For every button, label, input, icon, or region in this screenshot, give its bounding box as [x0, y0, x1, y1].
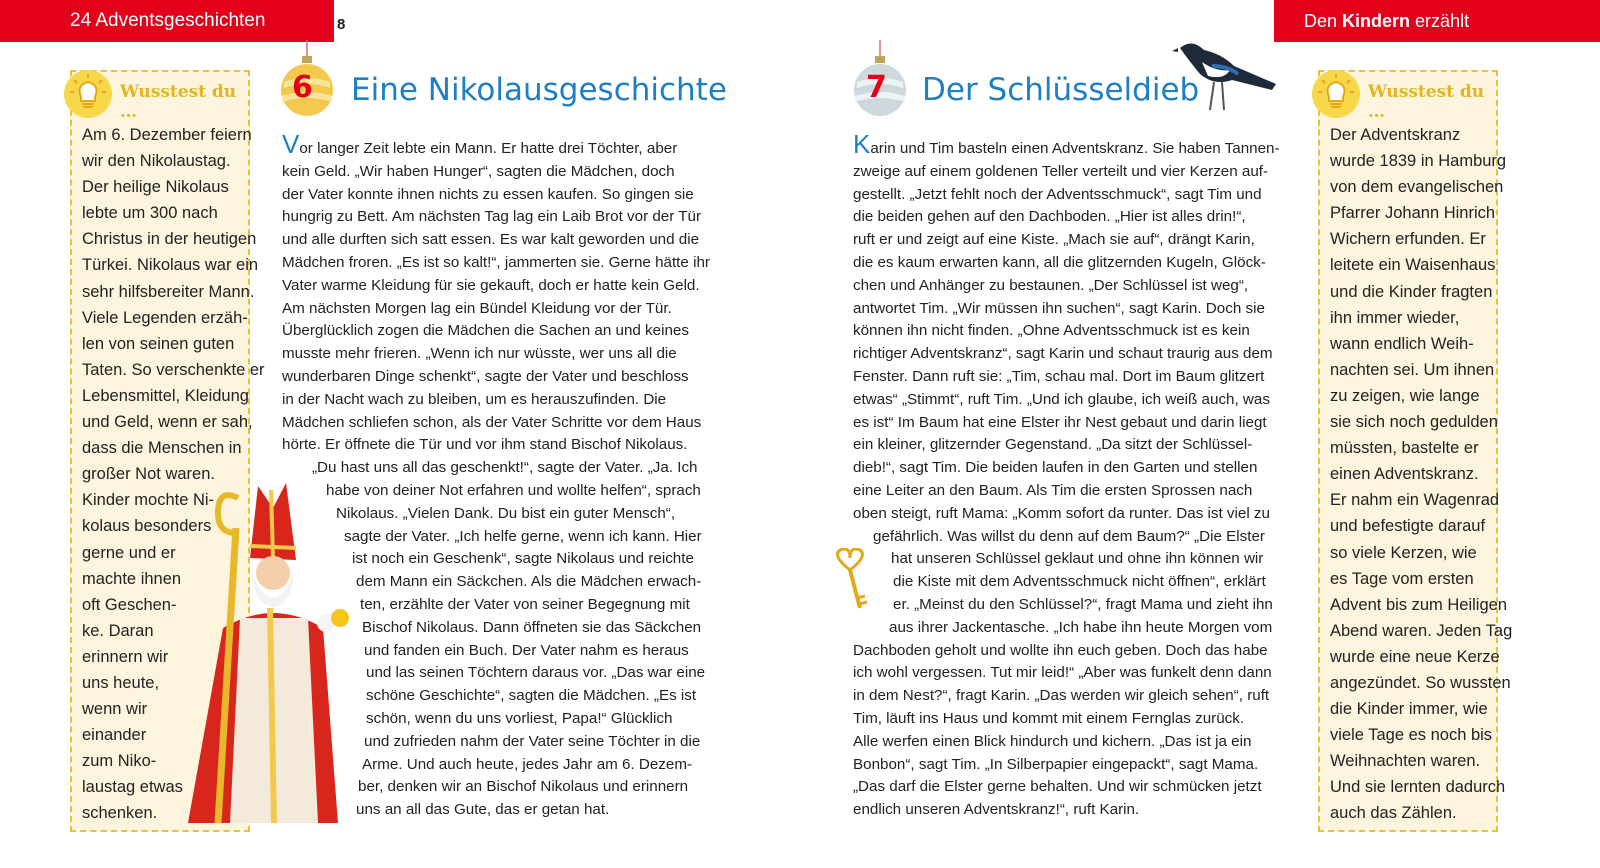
- magpie-illustration: [1172, 36, 1282, 114]
- text-line: die es kaum erwarten kann, all die glitzernden Kugeln, Glöck-: [853, 253, 1266, 271]
- text-line: sagte der Vater. „Ich helfe gerne, wenn ich kann. Hier: [344, 527, 702, 545]
- left-page-header: [0, 0, 334, 42]
- right-page-header: Den Kindern erzählt: [1274, 0, 1600, 42]
- text-line: len von seinen guten: [82, 334, 235, 353]
- text-line: eine Leiter an den Baum. Als Tim die ersten Sprossen nach: [853, 481, 1253, 499]
- text-line: ruft er und zeigt auf eine Kiste. „Mach sie auf“, drängt Karin,: [853, 231, 1255, 249]
- header-bold-word: Kindern: [1342, 11, 1411, 31]
- text-line: kolaus besonders: [82, 517, 212, 536]
- text-line: in dem Nest?“, fragt Karin. „Das werden wir gleich sehen“, ruft: [853, 687, 1270, 705]
- story-first-line: Karin und Tim basteln einen Adventskranz. Sie haben Tannen-: [853, 129, 1280, 159]
- text-line: und befestigte darauf: [1330, 517, 1486, 536]
- info-box-title: Wusstest du …: [1368, 82, 1485, 122]
- text-line: die Kiste mit dem Adventsschmuck nicht öffnen“, erklärt: [893, 573, 1266, 591]
- text-line: und die Kinder fragten: [1330, 282, 1493, 301]
- text-line: Pfarrer Johann Hinrich: [1330, 204, 1496, 223]
- text-line: oben steigt, ruft Mama: „Komm sofort da runter. Das ist viel zu: [853, 504, 1270, 522]
- text-line: Am 6. Dezember feiern: [82, 126, 252, 144]
- text-line: Abend waren. Jeden Tag: [1330, 621, 1513, 640]
- story-title: Eine Nikolausgeschichte: [351, 72, 727, 108]
- text-line: richtiger Adventskranz“, sagt Karin und schaut traurig aus dem: [853, 345, 1273, 363]
- text-line: ten, erzählte der Vater von seiner Begegnung mit: [360, 595, 690, 613]
- text-line: wenn wir: [82, 700, 148, 719]
- story-first-line: Vor langer Zeit lebte ein Mann. Er hatte drei Töchter, aber: [282, 129, 678, 159]
- story-body: [853, 129, 1280, 822]
- text-line: und alle durften sich satt essen. Es war kalt geworden und die: [282, 231, 700, 249]
- drop-cap: V: [282, 129, 300, 159]
- text-line: hörte. Er öffnete die Tür und vor ihm stand Bischof Nikolaus.: [282, 436, 688, 454]
- text-line: dieb!“, sagt Tim. Die beiden laufen in den Garten und stellen: [853, 459, 1258, 477]
- text-line: nachten sei. Um ihnen: [1330, 360, 1495, 379]
- text-line: wann endlich Weih-: [1330, 334, 1474, 353]
- text-line: etwas“ „Stimmt“, ruft Tim. „Und ich glaube, ich weiß auch, was: [853, 390, 1270, 408]
- text-line: in der Nacht wach zu bleiben, um es herauszufinden. Die: [282, 390, 667, 408]
- text-line: einander: [82, 726, 147, 745]
- lightbulb-icon: [1310, 68, 1362, 120]
- text-line: laustag etwas: [82, 778, 183, 797]
- text-line: ist noch ein Geschenk“, sagte Nikolaus und reichte: [352, 550, 694, 568]
- text-line: Alle werfen einen Blick hindurch und kichern. „Das ist ja ein: [853, 732, 1252, 750]
- text-line: Er nahm ein Wagenrad: [1330, 491, 1500, 510]
- text-line: Und sie lernten dadurch: [1330, 778, 1506, 797]
- text-line: uns an all das Gute, das er getan hat.: [356, 801, 610, 819]
- text-line: Christus in der heutigen: [82, 230, 257, 249]
- text-line: angezündet. So wussten: [1330, 673, 1511, 692]
- text-line: hat unseren Schlüssel geklaut und ohne ihn können wir: [891, 550, 1264, 568]
- text-line: „Das darf die Elster gerne behalten. Und wir schmücken jetzt: [853, 778, 1262, 796]
- text-line: viele Tage es noch bis: [1330, 726, 1493, 745]
- text-line: habe von deiner Not erfahren und wollte helfen“, sprach: [326, 481, 701, 499]
- text-line: Bischof Nikolaus. Dann öffneten sie das Säckchen: [362, 618, 702, 636]
- text-line: Dachboden geholt und wollte ihn euch geben. Doch das habe: [853, 641, 1268, 659]
- text-line: ihn immer wieder,: [1330, 308, 1460, 327]
- text-line: chen und Anhänger zu bestaunen. „Der Schlüssel ist weg“,: [853, 276, 1249, 294]
- text-line: einen Adventskranz.: [1330, 465, 1479, 484]
- left-page-number: 8: [337, 16, 346, 33]
- text-line: Taten. So verschenkte er: [82, 360, 265, 379]
- text-line: und Geld, wenn er sah,: [82, 413, 253, 432]
- lightbulb-icon: [62, 68, 114, 120]
- text-line: Der heilige Nikolaus: [82, 178, 229, 197]
- saint-nicholas-illustration: [178, 478, 353, 830]
- text-line: und zufrieden nahm der Vater seine Töchter in die: [364, 732, 701, 750]
- text-line: dem Mann ein Säckchen. Als die Mädchen erwach-: [356, 573, 702, 591]
- text-line: schenken.: [82, 804, 158, 823]
- info-box-header: [1320, 72, 1496, 122]
- text-line: ber, denken wir an Bischof Nikolaus und erinnern: [358, 778, 689, 796]
- text-line: können ihn nicht finden. „Ohne Adventsschmuck ist es kein: [853, 322, 1250, 340]
- text-line: Arme. Und auch heute, jedes Jahr am 6. Dezem-: [362, 755, 693, 773]
- text-line: wurde 1839 in Hamburg: [1330, 152, 1507, 171]
- text-line: großer Not waren.: [82, 465, 215, 484]
- text-line: zu zeigen, wie lange: [1330, 386, 1480, 405]
- text-line: Wichern erfunden. Er: [1330, 230, 1486, 249]
- text-line: Der Adventskranz: [1330, 126, 1461, 144]
- text-line: der Vater konnte ihnen nichts zu essen kaufen. So gingen sie: [282, 185, 694, 203]
- text-line: gerne und er: [82, 543, 176, 562]
- text-line: Weihnachten waren.: [1330, 752, 1481, 771]
- text-line: schön, wenn du uns vorliest, Papa!“ Glücklich: [366, 709, 673, 727]
- text-line: uns heute,: [82, 673, 160, 692]
- drop-cap: K: [853, 129, 871, 159]
- info-box-text: [1330, 122, 1512, 827]
- text-line: Bonbon“, sagt Tim. „In Silberpapier eingepackt“, sagt Mama.: [853, 755, 1259, 773]
- text-line: sehr hilfsbereiter Mann.: [82, 282, 255, 301]
- text-line: wir den Nikolaustag.: [82, 152, 231, 171]
- text-line: machte ihnen: [82, 569, 182, 588]
- text-line: von dem evangelischen: [1330, 178, 1504, 197]
- text-line: Viele Legenden erzäh-: [82, 308, 248, 327]
- text-line: oft Geschen-: [82, 595, 177, 614]
- text-line: Türkei. Nikolaus war ein: [82, 256, 259, 275]
- text-line: musste mehr frieren. „Wenn ich nur wüsste, wer uns all die: [282, 345, 677, 363]
- info-box-header: [72, 72, 248, 122]
- text-line: sie sich noch gedulden: [1330, 413, 1498, 432]
- text-line: antwortet Tim. „Wir müssen ihn suchen“, sagt Karin. Doch sie: [853, 299, 1265, 317]
- text-line: Überglücklich zogen die Mädchen die Sachen an und keines: [282, 322, 689, 340]
- text-line: wurde eine neue Kerze: [1330, 647, 1500, 666]
- left-header-title: 24 Adventsgeschichten: [70, 10, 266, 31]
- text-line: zum Niko-: [82, 752, 157, 771]
- text-line: Vater warme Kleidung für sie gekauft, doch er hatte kein Geld.: [282, 276, 700, 294]
- text-line: Advent bis zum Heiligen: [1330, 595, 1508, 614]
- right-info-box: [1318, 70, 1513, 832]
- text-line: zweige auf einem goldenen Teller verteilt und vier Kerzen auf-: [853, 162, 1269, 180]
- story-number: 6: [292, 70, 313, 105]
- text-line: Am nächsten Morgen lag ein Bündel Kleidung vor der Tür.: [282, 299, 672, 317]
- text-line: wunderbaren Dinge schenkt“, sagte der Vater und beschloss: [282, 367, 689, 385]
- text-line: dass die Menschen in: [82, 439, 242, 458]
- text-line: lebte um 300 nach: [82, 204, 218, 223]
- story-title: Der Schlüsseldieb: [922, 72, 1200, 108]
- text-line: Fenster. Dann ruft sie: „Tim, schau mal. Dort im Baum glitzert: [853, 367, 1265, 385]
- text-line: Mädchen froren. „Es ist so kalt!“, jammerten sie. Gerne hätte ihr: [282, 253, 710, 271]
- text-line: Lebensmittel, Kleidung: [82, 386, 249, 405]
- text-line: es ist“ Im Baum hat eine Elster ihr Nest gebaut und darin liegt: [853, 413, 1267, 431]
- text-line: erinnern wir: [82, 647, 169, 666]
- text-line: auch das Zählen.: [1330, 804, 1457, 823]
- text-line: Nikolaus. „Vielen Dank. Du bist ein guter Mensch“,: [336, 504, 676, 522]
- text-line: und las seinen Töchtern daraus vor. „Das war eine: [366, 664, 706, 682]
- info-box-title: Wusstest du …: [120, 82, 237, 122]
- text-line: Kinder mochte Ni-: [82, 491, 215, 510]
- text-line: Tim, läuft ins Haus und kommt mit einem Fernglas zurück.: [853, 709, 1245, 727]
- text-line: es Tage vom ersten: [1330, 569, 1474, 588]
- story-number: 7: [866, 70, 887, 105]
- text-line: so viele Kerzen, wie: [1330, 543, 1477, 562]
- text-line: endlich unseren Adventskranz!“, ruft Karin.: [853, 801, 1140, 819]
- text-line: hungrig zu Bett. Am nächsten Tag lag ein Laib Brot vor der Tür: [282, 208, 702, 226]
- text-line: er. „Meinst du den Schlüssel?“, fragt Mama und zieht ihn: [893, 595, 1273, 613]
- text-line: Mädchen schliefen schon, als der Vater Schritte vor dem Haus: [282, 413, 702, 431]
- text-line: gestellt. „Jetzt fehlt noch der Adventsschmuck“, sagt Tim und: [853, 185, 1262, 203]
- text-line: aus ihrer Jackentasche. „Ich habe ihn heute Morgen vom: [889, 618, 1273, 636]
- text-line: die beiden gehen auf den Dachboden. „Hier ist alles drin!“,: [853, 208, 1246, 226]
- text-line: und fanden ein Buch. Der Vater nahm es heraus: [364, 641, 689, 659]
- text-line: schöne Geschichte“, sagten die Mädchen. „Es ist: [366, 687, 697, 705]
- text-line: gefährlich. Was willst du denn auf dem Baum?“ „Die Elster: [873, 527, 1265, 545]
- text-line: die Kinder immer, wie: [1330, 700, 1488, 719]
- text-line: „Du hast uns all das geschenkt!“, sagte der Vater. „Ja. Ich: [312, 459, 698, 477]
- text-line: ke. Daran: [82, 621, 154, 640]
- text-line: ich wohl vergessen. Tut mir leid!“ „Aber was funkelt denn dann: [853, 664, 1272, 682]
- golden-key-illustration: [830, 548, 870, 612]
- text-line: leitete ein Waisenhaus: [1330, 256, 1496, 275]
- text-line: ein kleiner, glitzernder Gegenstand. „Da sitzt der Schlüssel-: [853, 436, 1253, 454]
- text-line: kein Geld. „Wir haben Hunger“, sagten die Mädchen, doch: [282, 162, 675, 180]
- text-line: müssten, bastelte er: [1330, 439, 1479, 458]
